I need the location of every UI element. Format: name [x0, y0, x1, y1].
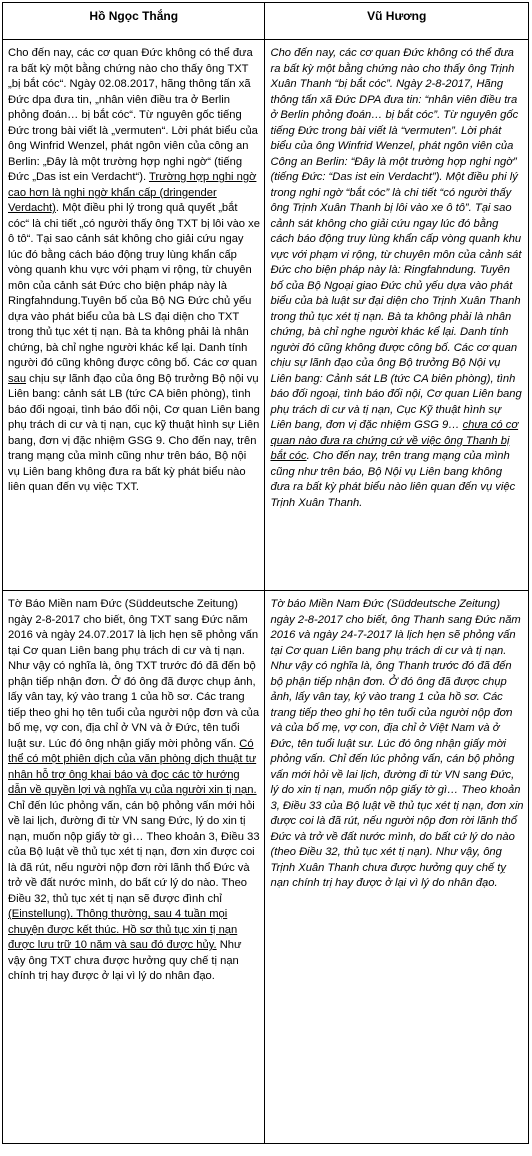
- header-row: [3, 3, 529, 40]
- underlined-text: Trường hợp nghi ngờ cao hơn là nghi ngờ khẩn cấp (dringender Verdacht): [8, 171, 257, 214]
- text-run: Tờ Báo Miền nam Đức (Süddeutsche Zeitung) ngày 2-8-2017 cho biết, ông TXT sang Đức năm 2016 và ngày 24.07.2017 là lịch hẹn sẽ phỏng vấn tại Cơ quan Liên bang phụ trách di cư và tị nạn. Như vậy có nghĩa là, ông TXT trước đó đã đến bộ phận tiếp nhận đơn. Ở đó ông đã được chụp ảnh, lấy vân tay, ký vào trang 1 của hồ sơ. Các trang tiếp theo ghi họ tên tuổi của người nộp đơn và của bố mẹ, vợ con, địa chỉ ở VN và ở Đức, tên tuổi luật sư. Lúc đó ông nhận giấy mời phỏng vấn.: [8, 598, 260, 750]
- table-row: [3, 591, 529, 1144]
- underlined-text: chưa có cơ quan nào đưa ra chứng cứ về việc ông Thanh bị bắt cóc: [270, 419, 519, 462]
- underlined-text: (Einstellung). Thông thường, sau 4 tuần mọi chuyện được kết thúc. Hồ sơ thủ tục xin tị nạn được lưu trữ 10 năm và sau đó được hủy.: [8, 908, 238, 951]
- text-run: chịu sự lãnh đạo của ông Bộ trưởng Bộ nội vụ Liên bang: cảnh sát LB (tức CA biên phòng), tình báo đối ngoại, tình báo đối nội, Cơ quan Liên bang phụ trách di cư và tị nạn, cục kỹ thuật hình sự Liên bang, đơn vị đặc nhiệm GSG 9. Cho đến nay, trên trang mạng của mình cũng như trên báo, Bộ nội vụ Liên bang không đưa ra bất kỳ phát biểu nào liên quan đến vụ việc TXT.: [8, 372, 260, 493]
- underlined-text: Có thể có một phiên dịch của văn phòng dịch thuật tư nhân hỗ trợ ông khai báo và đọc các tờ hướng dẫn về quyền lợi và nghĩa vụ của người xin tị nạn.: [8, 737, 257, 796]
- row1-left-text: [3, 40, 264, 590]
- header-left-author: Hồ Ngọc Thắng: [3, 3, 265, 40]
- row2-left-text: [3, 591, 264, 1143]
- text-run: Cho đến nay, các cơ quan Đức không có thể đưa ra bất kỳ một bằng chứng nào cho thấy ông Trịnh Xuân Thanh “bị bắt cóc”. Ngày 2-8-2017, Hãng thông tấn xã Đức DPA đưa tin: “nhân viên điều tra ở Berlin phỏng đoán… bị bắt cóc”. Từ nguyên gốc tiếng Đức trong bài viết là “vermuten”. Lời phát biểu của ông Winfrid Wenzel, phát ngôn viên của Công an Berlin: “Đây là một trường hợp nghi ngờ” (tiếng Đức: “Das ist ein Verdacht”). Một điều phi lý trong nghi ngờ “bắt cóc” là chi tiết “có người thấy ông Trịnh Xuân Thanh bị lôi vào xe ô tô”. Tại sao cảnh sát không cho giải cứu ngay lúc đó bằng cách báo động truy lùng khẩn cấp vòng quanh khu vực với phạm vi rộng, từ chuyên môn của cảnh sát Đức cho biện pháp này là: Ringfahndung. Tuyên bố của Bộ Ngoại giao Đức chủ yếu dựa vào phát biểu của bà luật sư đại diện cho Trịnh Xuân Thanh trong thủ tục xét tị nạn. Bà ta không phải là nhân chứng, bà chỉ nghe người khác kể lại. Danh tính người đó cũng không được công bố. Các cơ quan chịu sự lãnh đạo của ông Bộ trưởng Bộ Nội vụ Liên bang: Cảnh sát LB (tức CA biên phòng), tình báo đối ngoại, tình báo đối nội, Cơ quan Liên bang phụ trách di cư và tị nạn, Cục Kỹ thuật hình sự Liên bang, đơn vị đặc nhiệm GSG 9…: [270, 47, 522, 431]
- text-run: Cho đến nay, các cơ quan Đức không có thể đưa ra bất kỳ một bằng chứng nào cho thấy ông TXT „bị bắt cóc“. Ngày 02.08.2017, hãng thông tấn xã Đức dpa đưa tin, „nhân viên điều tra ở Berlin phỏng đoán… bị bắt cóc“. Từ nguyên gốc tiếng Đức trong bài viết là „vermuten“. Lời phát biểu của ông Winfrid Wenzel, phát ngôn viên của công an Berlin: „Đây là một trường hợp nghi ngờ“ (tiếng Đức „Das ist ein Verdacht“).: [8, 47, 258, 183]
- text-run: Như vậy ông TXT chưa được hưởng quy chế tị nạn chính trị hay được ở lại vì lý do nhân đạo.: [8, 939, 242, 982]
- header-right-author: Vũ Hương: [265, 3, 529, 40]
- table-row: [3, 40, 529, 591]
- text-run: . Một điều phi lý trong quả quyết „bắt cóc“ là chi tiết „có người thấy ông TXT bị lôi vào xe ô tô“. Tại sao cảnh sát không cho giải cứu ngay lúc đó bằng cách báo động truy lùng khẩn cấp vòng quanh khu vực với phạm vi rộng, từ chuyên môn của cảnh sát Đức cho biện pháp này là Ringfahndung.Tuyên bố của Bộ NG Đức chủ yếu dựa vào phát biểu của bà LS đại diện cho TXT trong thủ tục xét tị nạn. Bà ta không phải là nhân chứng, bà chỉ nghe người khác kể lại. Danh tính người đó cũng không được công bố. Các cơ quan: [8, 202, 260, 369]
- underlined-text: sau: [8, 372, 27, 385]
- comparison-table: [2, 2, 529, 1144]
- text-run: . Cho đến nay, trên trang mạng của mình cũng như trên báo, Bộ Nội vụ Liên bang không đưa ra bất kỳ phát biểu nào liên quan đến vụ việc Trịnh Xuân Thanh.: [270, 450, 516, 509]
- row2-right-text: [265, 591, 528, 1143]
- row1-right-text: [265, 40, 528, 590]
- text-run: Chỉ đến lúc phỏng vấn, cán bộ phỏng vấn mới hỏi về lai lịch, đường đi từ VN sang Đức, lý do xin tị nạn, muốn nộp giấy tờ gì… Theo khoản 3, Điều 33 của Bộ luật về thủ tục xét tị nạn, đơn xin được coi là đã rút, nếu người nộp đơn rời lãnh thổ Đức và trở về đất nước mình, do bất cứ lý do nào. Theo Điều 32, thủ tục xét tị nạn sẽ được đình chỉ: [8, 799, 260, 905]
- text-run: Tờ báo Miền Nam Đức (Süddeutsche Zeitung) ngày 2-8-2017 cho biết, ông Thanh sang Đức năm 2016 và ngày 24-7-2017 là lịch hẹn sẽ phỏng vấn tại Cơ quan Liên bang phụ trách di cư và tị nạn. Như vậy có nghĩa là, ông Thanh trước đó đã đến bộ phận tiếp nhận đơn. Ở đó ông đã được chụp ảnh, lấy vân tay, ký vào trang 1 của hồ sơ. Các trang tiếp theo ghi họ tên tuổi của người nộp đơn và của bố mẹ, vợ con, địa chỉ ở Việt Nam và ở Đức, tên tuổi luật sư. Lúc đó ông nhận giấy mời phỏng vấn. Chỉ đến lúc phỏng vấn, cán bộ phỏng vấn mới hỏi về lai lịch, đường đi từ VN sang Đức, lý do xin tị nạn, muốn nộp giấy tờ gì… Theo khoản 3, Điều 33 của Bộ luật về thủ tục xét tị nạn, đơn xin được coi là đã rút, nếu người nộp đơn rời lãnh thổ Đức và trở về đất nước mình, do bất cứ lý do nào (theo Điều 32, thủ tục xét tị nạn). Như vậy, ông Trịnh Xuân Thanh chưa được hưởng quy chế tỵ nạn chính trị hay được ở lại vì lý do nhân đạo.: [270, 598, 524, 889]
